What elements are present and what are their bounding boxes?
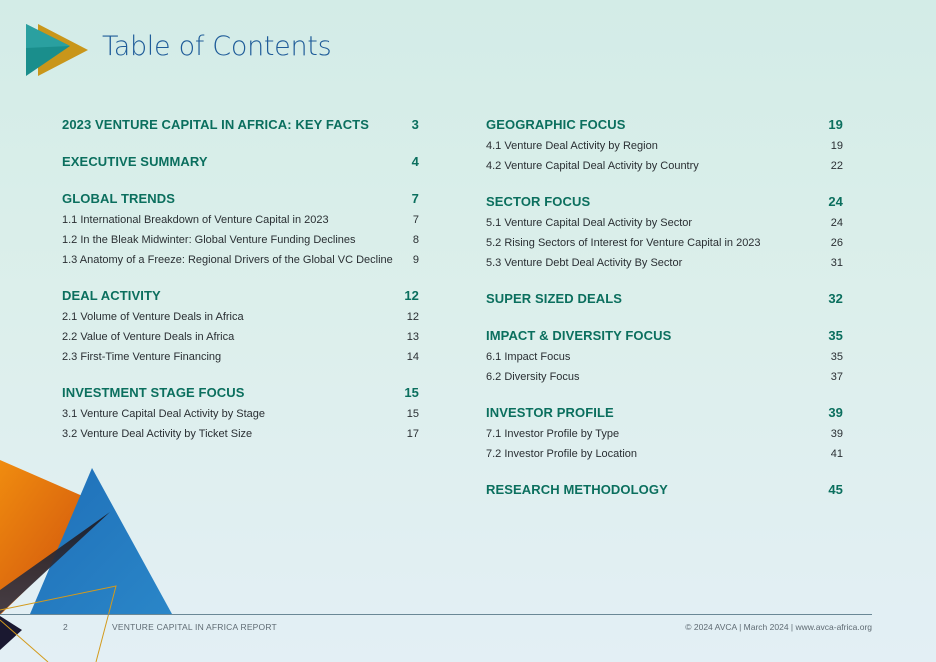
toc-entry-page: 35 <box>830 351 843 363</box>
toc-section <box>62 154 419 173</box>
toc-entry-label: 7.1 Investor Profile by Type <box>486 428 620 440</box>
toc-section-heading[interactable] <box>62 117 419 136</box>
toc-section-heading[interactable] <box>486 405 843 424</box>
toc-entry[interactable] <box>62 250 419 270</box>
toc-entry-page: 7 <box>412 214 419 226</box>
toc-entry-page: 13 <box>406 331 419 343</box>
toc-entry-page: 39 <box>830 428 843 440</box>
toc-entry-page: 8 <box>412 234 419 246</box>
toc-entry[interactable] <box>486 444 843 464</box>
toc-entry[interactable] <box>486 424 843 444</box>
toc-entry-page: 37 <box>830 371 843 383</box>
toc-section-title: INVESTOR PROFILE <box>486 405 614 420</box>
avca-logo-icon <box>24 22 90 78</box>
toc-left-column <box>62 117 419 462</box>
toc-section-title: SECTOR FOCUS <box>486 194 591 209</box>
toc-section-page: 32 <box>828 291 843 306</box>
toc-section <box>62 385 419 444</box>
toc-entry-page: 14 <box>406 351 419 363</box>
toc-section <box>486 328 843 387</box>
toc-section <box>62 191 419 270</box>
toc-entry-page: 24 <box>830 217 843 229</box>
toc-entry-label: 5.1 Venture Capital Deal Activity by Sector <box>486 217 693 229</box>
toc-entry[interactable] <box>486 136 843 156</box>
toc-section <box>486 405 843 464</box>
toc-entry-label: 2.1 Volume of Venture Deals in Africa <box>62 311 244 323</box>
toc-entry-page: 17 <box>406 428 419 440</box>
toc-section-heading[interactable] <box>62 154 419 173</box>
toc-entry[interactable] <box>486 253 843 273</box>
toc-section <box>486 482 843 501</box>
toc-section-title: 2023 VENTURE CAPITAL IN AFRICA: KEY FACTS <box>62 117 369 132</box>
toc-entry[interactable] <box>62 307 419 327</box>
footer-page-number: 2 <box>63 622 68 632</box>
toc-entry-page: 12 <box>406 311 419 323</box>
toc-section <box>486 117 843 176</box>
toc-entry-label: 4.1 Venture Deal Activity by Region <box>486 140 658 152</box>
footer-report-name: VENTURE CAPITAL IN AFRICA REPORT <box>112 622 277 632</box>
toc-entry[interactable] <box>486 347 843 367</box>
toc-section-page: 24 <box>828 194 843 209</box>
toc-section-page: 35 <box>828 328 843 343</box>
toc-section-page: 3 <box>411 117 419 132</box>
footer-copyright: © 2024 AVCA | March 2024 | www.avca-africa.org <box>685 622 872 632</box>
toc-entry[interactable] <box>486 233 843 253</box>
toc-entry-page: 31 <box>830 257 843 269</box>
toc-entry[interactable] <box>62 327 419 347</box>
toc-entry-label: 6.1 Impact Focus <box>486 351 571 363</box>
toc-section-title: GEOGRAPHIC FOCUS <box>486 117 626 132</box>
toc-section <box>486 291 843 310</box>
toc-section <box>62 117 419 136</box>
toc-section-page: 7 <box>411 191 419 206</box>
toc-section-heading[interactable] <box>486 482 843 501</box>
toc-section-heading[interactable] <box>486 291 843 310</box>
toc-entry[interactable] <box>62 404 419 424</box>
toc-section-page: 39 <box>828 405 843 420</box>
toc-section-page: 45 <box>828 482 843 497</box>
toc-section-page: 4 <box>411 154 419 169</box>
toc-entry-label: 1.3 Anatomy of a Freeze: Regional Drivers of the Global VC Decline <box>62 254 393 266</box>
toc-section-page: 15 <box>404 385 419 400</box>
toc-entry-page: 22 <box>830 160 843 172</box>
toc-section-heading[interactable] <box>486 117 843 136</box>
toc-entry-page: 19 <box>830 140 843 152</box>
toc-entry[interactable] <box>486 213 843 233</box>
toc-entry-label: 5.2 Rising Sectors of Interest for Venture Capital in 2023 <box>486 237 761 249</box>
toc-section-title: IMPACT & DIVERSITY FOCUS <box>486 328 672 343</box>
toc-entry-label: 1.1 International Breakdown of Venture Capital in 2023 <box>62 214 329 226</box>
toc-entry-label: 2.2 Value of Venture Deals in Africa <box>62 331 235 343</box>
footer-divider <box>0 614 872 615</box>
toc-entry[interactable] <box>486 367 843 387</box>
toc-entry-page: 41 <box>830 448 843 460</box>
toc-section-title: SUPER SIZED DEALS <box>486 291 623 306</box>
toc-section-heading[interactable] <box>62 191 419 210</box>
toc-section-title: RESEARCH METHODOLOGY <box>486 482 668 497</box>
toc-section <box>62 288 419 367</box>
toc-entry[interactable] <box>62 347 419 367</box>
toc-section-title: INVESTMENT STAGE FOCUS <box>62 385 245 400</box>
toc-entry-label: 4.2 Venture Capital Deal Activity by Country <box>486 160 699 172</box>
toc-entry-label: 1.2 In the Bleak Midwinter: Global Venture Funding Declines <box>62 234 356 246</box>
toc-section-heading[interactable] <box>62 288 419 307</box>
toc-section-heading[interactable] <box>486 328 843 347</box>
toc-entry-label: 6.2 Diversity Focus <box>486 371 580 383</box>
toc-right-column <box>486 117 843 519</box>
toc-entry-page: 15 <box>406 408 419 420</box>
toc-entry[interactable] <box>486 156 843 176</box>
toc-section <box>486 194 843 273</box>
toc-entry-page: 26 <box>830 237 843 249</box>
toc-entry-label: 7.2 Investor Profile by Location <box>486 448 638 460</box>
toc-section-title: DEAL ACTIVITY <box>62 288 161 303</box>
toc-entry-label: 3.1 Venture Capital Deal Activity by Stage <box>62 408 266 420</box>
toc-entry-label: 3.2 Venture Deal Activity by Ticket Size <box>62 428 253 440</box>
toc-entry-label: 5.3 Venture Debt Deal Activity By Sector <box>486 257 683 269</box>
toc-entry-label: 2.3 First-Time Venture Financing <box>62 351 222 363</box>
toc-section-heading[interactable] <box>486 194 843 213</box>
toc-section-page: 19 <box>828 117 843 132</box>
page-title: Table of Contents <box>102 31 332 62</box>
toc-section-title: GLOBAL TRENDS <box>62 191 176 206</box>
toc-entry-page: 9 <box>412 254 419 266</box>
toc-entry[interactable] <box>62 210 419 230</box>
toc-section-title: EXECUTIVE SUMMARY <box>62 154 208 169</box>
toc-section-heading[interactable] <box>62 385 419 404</box>
toc-section-page: 12 <box>404 288 419 303</box>
toc-entry[interactable] <box>62 230 419 250</box>
